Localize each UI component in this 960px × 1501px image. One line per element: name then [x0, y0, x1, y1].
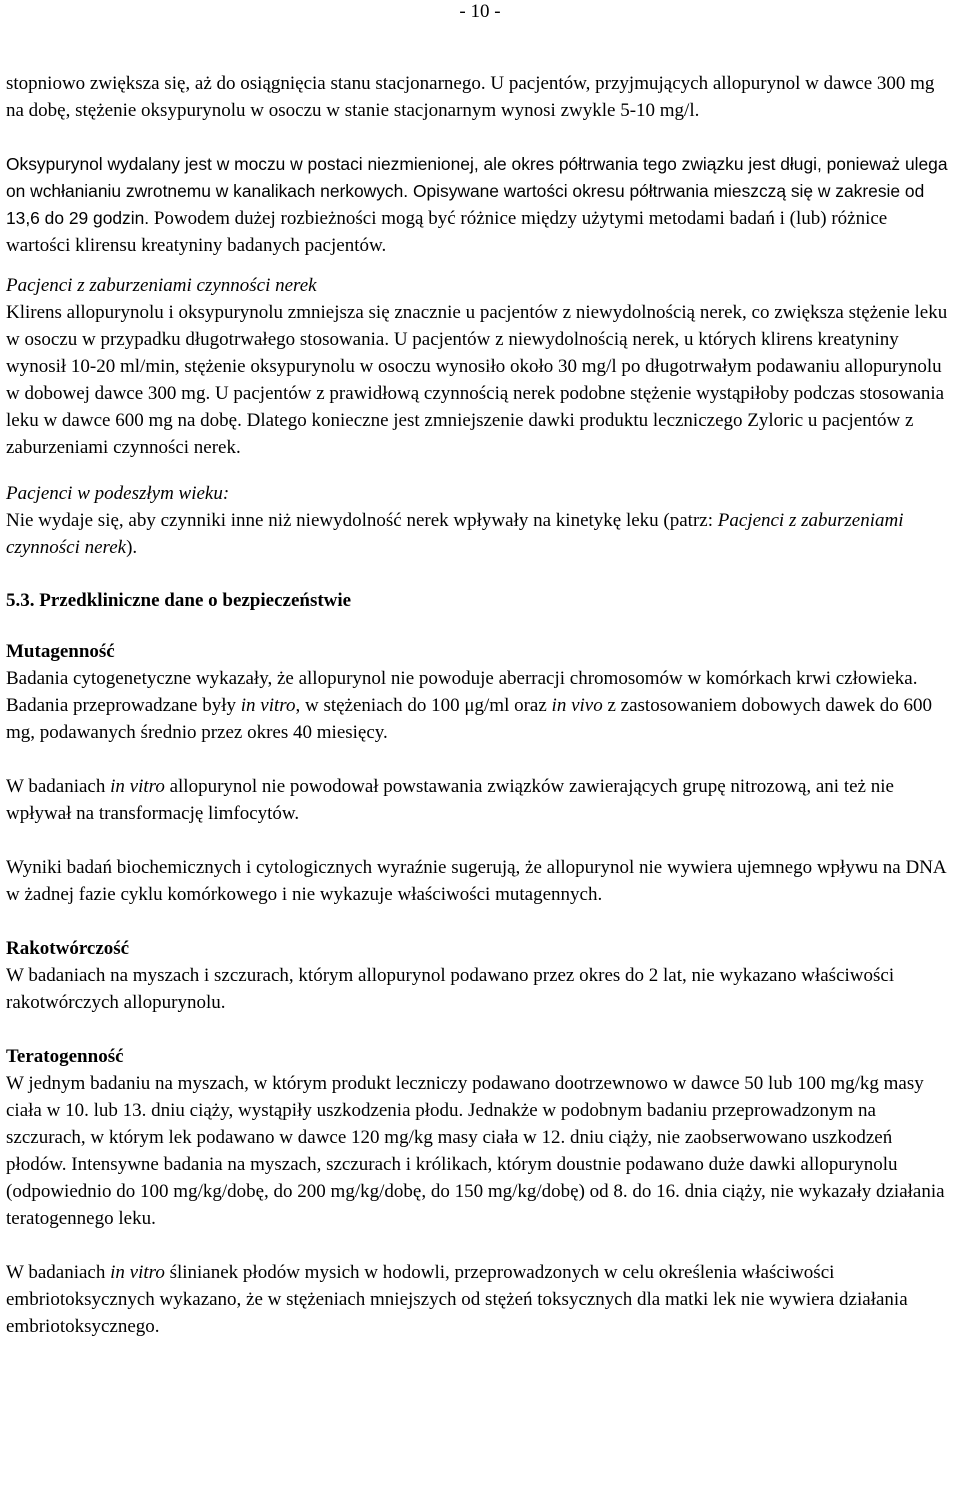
spacer [6, 561, 954, 587]
oxypurinol-text-b: Powodem dużej rozbieżności mogą być różnice między użytymi metodami badań i (lub) różnice wartości klirensu kreatyniny badanych pacjentów. [6, 208, 888, 256]
teratogenicity-paragraph-1: W jednym badaniu na myszach, w którym produkt leczniczy podawano dootrzewnowo w dawce 50 lub 100 mg/kg masy ciała w 10. lub 13. dniu ciąży, wystąpiły uszkodzenia płodu. Jednakże w podobnym badaniu przeprowadzonym na szczurach, w którym lek podawano w dawce 120 mg/kg masy ciała w 12. dniu ciąży, nie zaobserwowano uszkodzeń płodów. Intensywne badania na myszach, szczurach i królikach, którym doustnie podawano duże dawki allopurynolu (odpowiednio do 100 mg/kg/dobę, do 200 mg/kg/dobę, do 150 mg/kg/dobę) od 8. do 16. dnia ciąży, nie wykazały działania teratogennego leku. [6, 1073, 945, 1229]
teratogenicity-text: ślinianek płodów mysich w hodowli, przeprowadzonych w celu określenia właściwości embriotoksycznych wykazano, że w stężeniach mniejszych od stężeń toksycznych dla matki lek nie wywiera działania embriotoksycznego. [6, 1262, 908, 1337]
spacer [6, 461, 954, 480]
carcinogenicity-paragraph: W badaniach na myszach i szczurach, którym allopurynol podawano przez okres do 2 lat, nie wykazano właściwości rakotwórczych allopurynolu. [6, 965, 895, 1013]
carcinogenicity-heading: Rakotwórczość [6, 938, 130, 959]
section-title: 5.3. Przedkliniczne dane o bezpieczeństwie [6, 590, 352, 611]
mutagenicity-paragraph-3: Wyniki badań biochemicznych i cytologicznych wyraźnie sugerują, że allopurynol nie wywiera ujemnego wpływu na DNA w żadnej fazie cyklu komórkowego i nie wykazuje właściwości mutagennych. [6, 857, 946, 905]
mutagenicity-text: , w stężeniach do 100 μg/ml oraz [295, 695, 552, 716]
spacer [6, 908, 954, 935]
mutagenicity-text: Badania cytogenetyczne wykazały, że allopurynol nie powoduje aberracji chromosomów w komórkach krwi człowieka. Badania przeprowadzane były [6, 668, 918, 716]
pk-paragraph-steady-state: stopniowo zwiększa się, aż do osiągnięcia stanu stacjonarnego. U pacjentów, przyjmujących allopurynol w dawce 300 mg na dobę, stężenie oksypurynolu w osoczu w stanie stacjonarnym wynosi zwykle 5-10 mg/l. [6, 73, 935, 121]
in-vitro-term: in vitro [110, 776, 165, 797]
document-body [6, 70, 954, 1340]
in-vitro-term: in vitro [110, 1262, 165, 1283]
spacer [6, 827, 954, 854]
elderly-reference: Pacjenci z zaburzeniami czynności nerek [6, 510, 904, 558]
spacer [6, 1232, 954, 1259]
spacer [6, 259, 954, 272]
spacer [6, 746, 954, 773]
spacer [6, 614, 954, 638]
page-number: - 10 - [459, 1, 501, 22]
elderly-text-a: Nie wydaje się, aby czynniki inne niż niewydolność nerek wpływały na kinetykę leku (patrz: [6, 510, 718, 531]
in-vivo-term: in vivo [551, 695, 603, 716]
teratogenicity-paragraph-2 [6, 1259, 954, 1340]
elderly-paragraph [6, 507, 954, 561]
renal-heading: Pacjenci z zaburzeniami czynności nerek [6, 275, 317, 296]
teratogenicity-text: W badaniach [6, 1262, 111, 1283]
spacer [6, 124, 954, 151]
mutagenicity-text: W badaniach [6, 776, 111, 797]
mutagenicity-paragraph-1 [6, 665, 954, 746]
spacer [6, 1016, 954, 1043]
mutagenicity-text: z zastosowaniem dobowych dawek do 600 mg, podawanych średnio przez okres 40 miesięcy. [6, 695, 932, 743]
mutagenicity-heading: Mutagenność [6, 641, 115, 662]
teratogenicity-heading: Teratogenność [6, 1046, 124, 1067]
elderly-text-b: ). [126, 537, 138, 558]
elderly-heading: Pacjenci w podeszłym wieku: [6, 483, 230, 504]
renal-paragraph: Klirens allopurynolu i oksypurynolu zmniejsza się znacznie u pacjentów z niewydolnością nerek, co zwiększa stężenie leku w osoczu w przypadku długotrwałego stosowania. U pacjentów z niewydolnością nerek, u których klirens kreatyniny wynosił 10-20 ml/min, stężenie oksypurynolu w osoczu wynosiło około 30 mg/l po długotrwałym podawaniu allopurynolu w dobowej dawce 300 mg. U pacjentów z prawidłową czynnością nerek podobne stężenie wystąpiłoby podczas stosowania leku w dawce 600 mg na dobę. Dlatego konieczne jest zmniejszenie dawki produktu leczniczego Zyloric u pacjentów z zaburzeniami czynności nerek. [6, 302, 948, 458]
mutagenicity-paragraph-2 [6, 773, 954, 827]
in-vitro-term: in vitro [240, 695, 296, 716]
mutagenicity-text: allopurynol nie powodował powstawania związków zawierających grupę nitrozową, ani też nie wpływał na transformację limfocytów. [6, 776, 894, 824]
oxypurinol-text-a: Oksypurynol wydalany jest w moczu w postaci niezmienionej, ale okres półtrwania tego związku jest długi, ponieważ ulega on wchłanianiu zwrotnemu w kanalikach nerkowych. Opisywane wartości okresu półtrwania mieszczą się w zakresie od 13,6 do 29 godzin. [6, 154, 948, 228]
pk-paragraph-oxypurinol [6, 151, 954, 259]
